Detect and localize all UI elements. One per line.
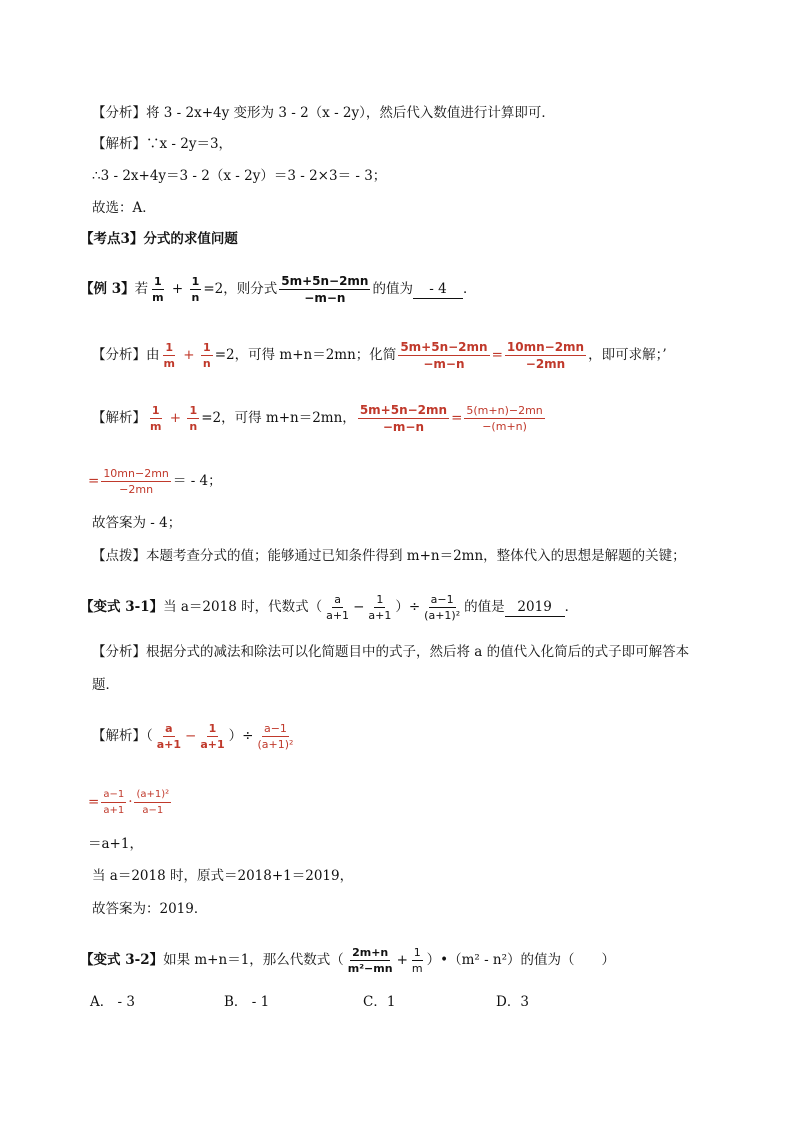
answer-blank: - 4	[413, 280, 463, 299]
fraction: $\frac{1}{a+1}$	[200, 722, 225, 751]
fraction: $\frac{1}{m}$	[163, 341, 175, 370]
variant-3-1-question	[80, 593, 578, 622]
variant-label: 【变式 3-1】	[80, 599, 164, 615]
fraction: $\frac{1}{n}$	[191, 275, 200, 304]
analysis-line: 【分析】将 3 - 2x+4y 变形为 3 - 2（x - 2y），然后代入数值进行计算即可．	[92, 105, 555, 121]
equals: =	[491, 347, 503, 363]
fraction: $\frac{2m+n}{\text{m²−mn}}$	[347, 946, 393, 975]
plus: +	[396, 952, 408, 968]
answer-line: 故答案为 - 4；	[92, 515, 182, 531]
fraction: $\frac{10mn-2mn}{-2mn}$	[103, 467, 169, 496]
text: ）÷	[395, 599, 421, 615]
text: =2，可得 m+n＝2mn；化简	[214, 347, 397, 363]
solution-3-line2: = $\frac{10mn-2mn}{-2mn}$ ＝ - 4；	[88, 467, 222, 496]
text: 【解析】（	[92, 728, 153, 744]
text: 的值为	[372, 281, 413, 297]
answer-line: 故答案为：2019．	[92, 901, 208, 917]
text: =2，则分式	[203, 281, 278, 297]
minus: −	[353, 599, 365, 615]
analysis-3: 【分析】由 $\frac{1}{m}$ + $\frac{1}{n}$ =2，可得 m+n＝2mn；化简 $\frac{5m+5n-2mn}{-m-n}$ = $\frac{10mn-2mn}{-2mn}$ ，即可求解；’	[92, 340, 667, 371]
text: 【分析】由	[92, 347, 160, 363]
tip-line: 【点拨】本题考查分式的值；能够通过已知条件得到 m+n＝2mn，整体代入的思想是解题的关键；	[92, 548, 686, 564]
text: =2，可得 m+n＝2mn，	[201, 410, 356, 426]
dot: ·	[128, 794, 133, 810]
fraction: $\frac{1}{m}$	[150, 404, 162, 433]
answer-blank: 2019	[505, 598, 565, 617]
text: ．	[462, 281, 477, 297]
solution-3: 【解析】 $\frac{1}{m}$ + $\frac{1}{n}$ =2，可得 m+n＝2mn， $\frac{5m+5n-2mn}{-m-n}$ = $\frac{5(m+n)-2mn}{-(m+n)}$	[92, 403, 543, 434]
text: 当 a＝2018 时，代数式（	[163, 599, 323, 615]
solution-line: ∴3 - 2x+4y＝3 - 2（x - 2y）＝3 - 2×3＝ - 3；	[92, 168, 387, 184]
text: ＝ - 4；	[172, 473, 222, 489]
fraction: $\frac{a-1}{a+1}$	[103, 789, 125, 816]
analysis-line: 【分析】根据分式的减法和除法可以化简题目中的式子，然后将 a 的值代入化简后的式子即可解答本	[92, 644, 690, 660]
example-label: 【例 3】	[80, 281, 135, 297]
solution-3-1	[92, 722, 297, 751]
solution-line: ＝a+1，	[88, 836, 143, 852]
fraction: $\frac{5(m+n)-2mn}{-(m+n)}$	[466, 404, 543, 433]
section-heading: 【考点3】分式的求值问题	[80, 231, 238, 247]
fraction: $\frac{5m+5n-2mn}{-m-n}$	[281, 274, 369, 305]
option-b: B． - 1	[224, 994, 270, 1010]
text: ，即可求解；’	[588, 347, 667, 363]
option-a: A． - 3	[90, 994, 135, 1010]
fraction: $\frac{a}{a+1}$	[326, 593, 350, 622]
fraction: $\frac{a}{a+1}$	[156, 722, 182, 751]
answer-line: 故选：A．	[92, 200, 156, 216]
solution-line: 【解析】∵x - 2y＝3，	[92, 136, 233, 152]
text: ）÷	[228, 728, 254, 744]
variant-label: 【变式 3-2】	[80, 952, 164, 968]
option-d: D．3	[496, 994, 529, 1010]
text: ）•（m² - n²）的值为（ ）	[426, 952, 616, 968]
fraction: $\frac{1}{m}$	[411, 946, 423, 975]
fraction: $\frac{a-1}{\text{(a+1)²}}$	[424, 593, 461, 622]
text: 的值是	[464, 599, 505, 615]
example-3-question: 【例 3】若 $\frac{1}{m}$ + $\frac{1}{n}$ =2，则分式 $\frac{5m+5n-2mn}{-m-n}$ 的值为- 4．	[80, 274, 477, 305]
fraction: $\frac{5m+5n-2mn}{-m-n}$	[400, 340, 488, 371]
text: 【解析】	[92, 410, 146, 426]
text: 如果 m+n＝1，那么代数式（	[163, 952, 344, 968]
solution-line: 当 a＝2018 时，原式＝2018+1＝2019，	[92, 868, 354, 884]
solution-3-1-line2: = $\frac{a-1}{a+1}$ · $\frac{\text{(a+1)²}}{a-1}$	[88, 789, 170, 816]
fraction: $\frac{\text{(a+1)²}}{a-1}$	[136, 789, 170, 816]
equals: =	[451, 410, 463, 426]
fraction: $\frac{5m+5n-2mn}{-m-n}$	[359, 403, 448, 434]
option-c: C．1	[363, 994, 396, 1010]
analysis-line: 题．	[92, 677, 119, 693]
fraction: $\frac{10mn-2mn}{-2mn}$	[506, 340, 585, 371]
text: ．	[564, 599, 579, 615]
fraction: $\frac{a-1}{\text{(a+1)²}}$	[257, 722, 294, 751]
fraction: $\frac{1}{n}$	[202, 341, 211, 370]
minus: −	[185, 728, 197, 744]
fraction: $\frac{1}{a+1}$	[368, 593, 392, 622]
variant-3-2-question	[80, 946, 615, 975]
text: 若	[134, 281, 149, 297]
fraction: $\frac{1}{n}$	[189, 404, 198, 433]
fraction: $\frac{1}{m}$	[152, 275, 164, 304]
